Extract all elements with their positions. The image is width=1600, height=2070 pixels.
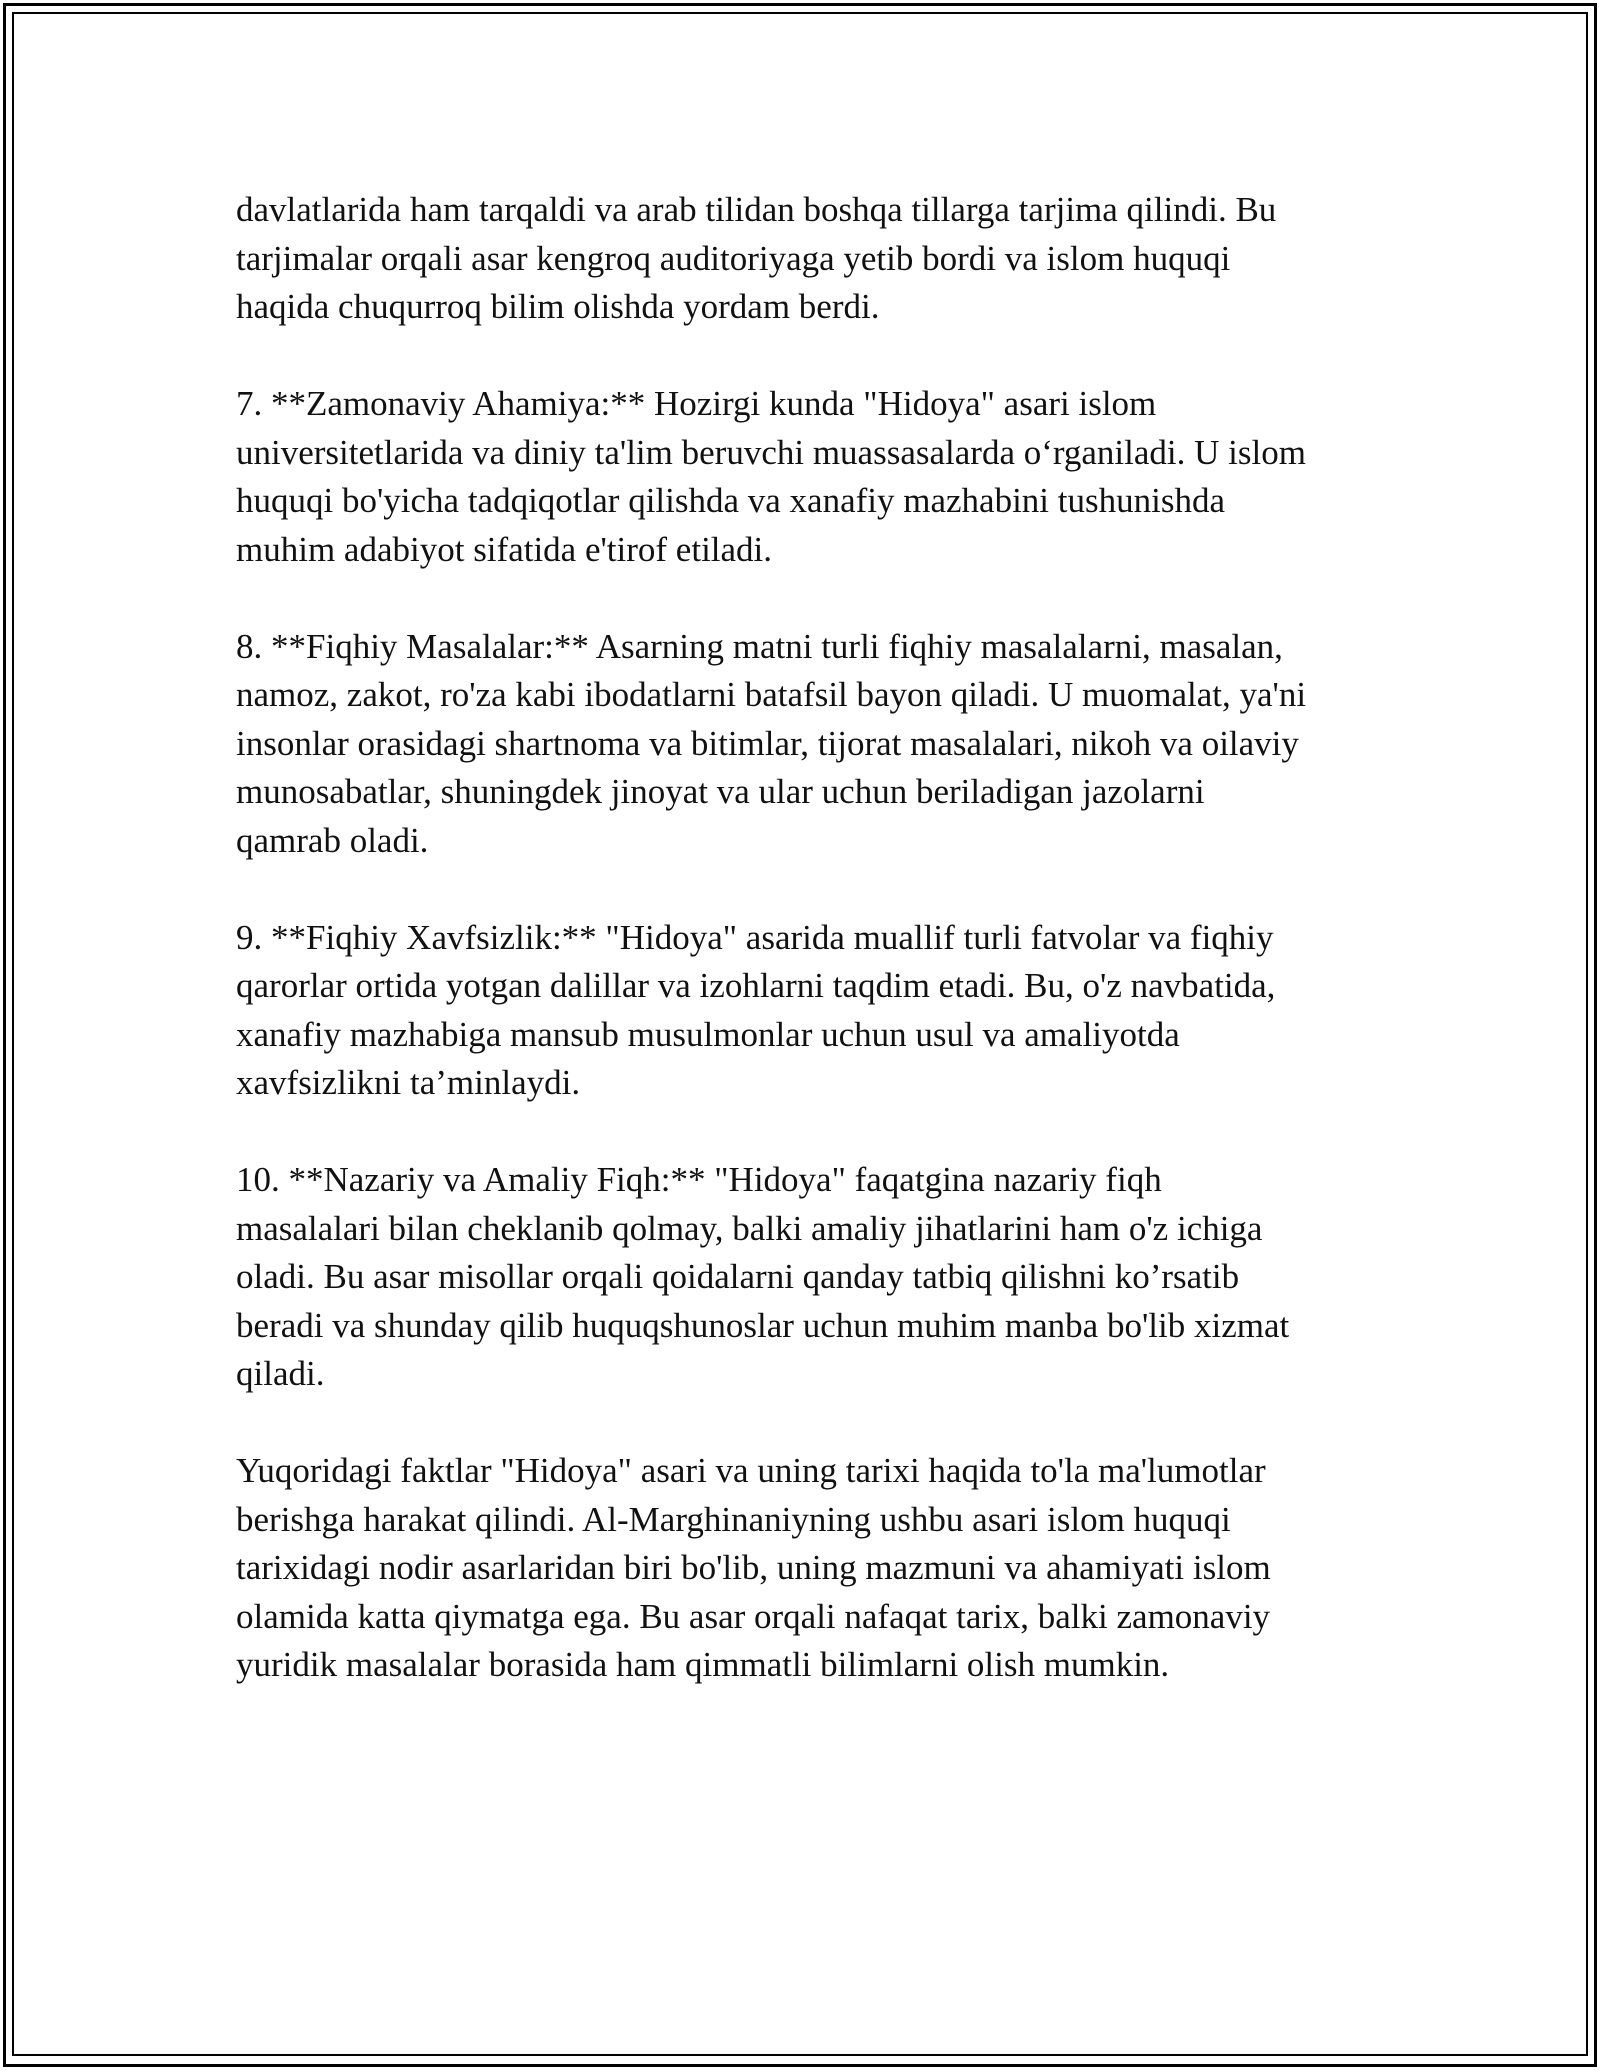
paragraph-item-8 (236, 623, 1366, 866)
text-line: namoz, zakot, ro'za kabi ibodatlarni batafsil bayon qiladi. U muomalat, ya'ni (236, 675, 1307, 714)
text-line: xanafiy mazhabiga mansub musulmonlar uchun usul va amaliyotda (236, 1014, 1180, 1054)
text-line: 9. **Fiqhiy Xavfsizlik:** "Hidoya" asarida muallif turli fatvolar va fiqhiy (236, 917, 1274, 957)
text-line: haqida chuqurroq bilim olishda yordam berdi. (236, 287, 880, 326)
paragraph-item-7 (236, 380, 1366, 574)
text-line: munosabatlar, shuningdek jinoyat va ular uchun beriladigan jazolarni (236, 772, 1205, 811)
text-line: qiladi. (236, 1354, 325, 1393)
text-line: tarjimalar orqali asar kengroq auditoriyaga yetib bordi va islom huquqi (236, 238, 1231, 278)
text-line: masalalari bilan cheklanib qolmay, balki amaliy jihatlarini ham o'z ichiga (236, 1208, 1263, 1248)
text-line: yuridik masalalar borasida ham qimmatli bilimlarni olish mumkin. (236, 1645, 1170, 1684)
text-line: 10. **Nazariy va Amaliy Fiqh:** "Hidoya" faqatgina nazariy fiqh (236, 1160, 1162, 1199)
text-line: Yuqoridagi faktlar "Hidoya" asari va uning tarixi haqida to'la ma'lumotlar (236, 1451, 1266, 1490)
paragraph-item-10 (236, 1156, 1366, 1399)
text-line: qamrab oladi. (236, 820, 429, 860)
text-line: huquqi bo'yicha tadqiqotlar qilishda va xanafiy mazhabini tushunishda (236, 481, 1226, 520)
text-line: beradi va shunday qilib huquqshunoslar uchun muhim manba bo'lib xizmat (236, 1305, 1290, 1345)
text-line: olamida katta qiymatga ega. Bu asar orqali nafaqat tarix, balki zamonaviy (236, 1596, 1271, 1636)
text-line: universitetlarida va diniy ta'lim beruvchi muassasalarda o‘rganiladi. U islom (236, 432, 1306, 472)
text-line: tarixidagi nodir asarlaridan biri bo'lib, uning mazmuni va ahamiyati islom (236, 1548, 1271, 1587)
text-line: berishga harakat qilindi. Al-Marghinaniyning ushbu asari islom huquqi (236, 1499, 1231, 1539)
text-line: insonlar orasidagi shartnoma va bitimlar, tijorat masalalari, nikoh va oilaviy (236, 723, 1299, 763)
text-line: oladi. Bu asar misollar orqali qoidalarni qanday tatbiq qilishni ko’rsatib (236, 1257, 1240, 1296)
document-body (236, 186, 1366, 1738)
paragraph-continuation (236, 186, 1366, 332)
text-line: davlatlarida ham tarqaldi va arab tilidan boshqa tillarga tarjima qilindi. Bu (236, 190, 1277, 229)
text-line: 8. **Fiqhiy Masalalar:** Asarning matni turli fiqhiy masalalarni, masalan, (236, 626, 1283, 666)
text-line: qarorlar ortida yotgan dalillar va izohlarni taqdim etadi. Bu, o'z navbatida, (236, 966, 1276, 1005)
text-line: 7. **Zamonaviy Ahamiya:** Hozirgi kunda "Hidoya" asari islom (236, 384, 1157, 423)
paragraph-conclusion (236, 1447, 1366, 1690)
text-line: muhim adabiyot sifatida e'tirof etiladi. (236, 529, 773, 569)
text-line: xavfsizlikni ta’minlaydi. (236, 1063, 581, 1102)
paragraph-item-9 (236, 914, 1366, 1108)
